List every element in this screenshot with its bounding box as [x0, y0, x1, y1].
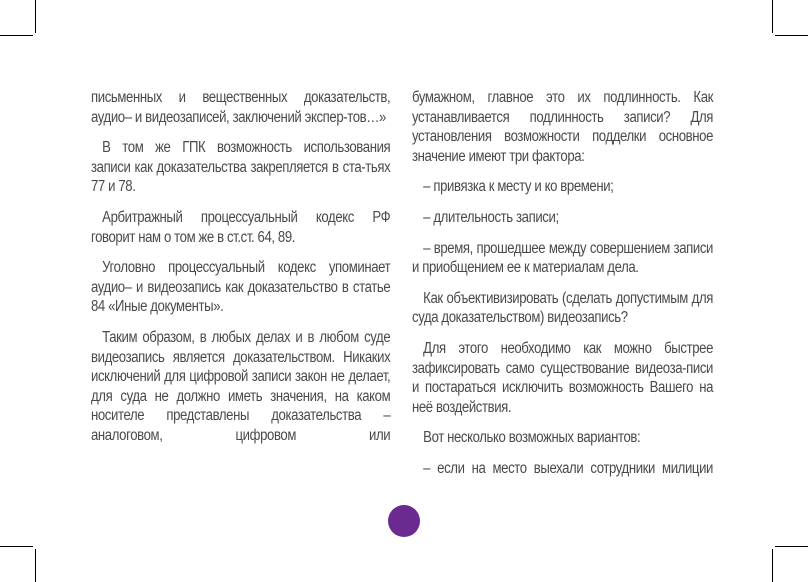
list-item: – время, прошедшее между совершением записи и приобщением ее к материалам дела.	[412, 239, 713, 277]
left-text-column	[91, 88, 390, 457]
crop-mark-top-right-horizontal	[775, 35, 808, 36]
paragraph: письменных и вещественных доказательств, аудио– и видеозаписей, заключений экспер-тов…»	[91, 89, 391, 126]
paragraph: Арбитражный процессуальный кодекс РФ говорит нам о том же в ст.ст. 64, 89.	[91, 208, 391, 246]
crop-mark-bottom-right-horizontal	[775, 546, 808, 547]
crop-mark-top-left-vertical	[35, 0, 36, 33]
crop-mark-bottom-left-horizontal	[0, 546, 33, 547]
paragraph: Вот несколько возможных вариантов:	[423, 429, 641, 447]
page-marker-circle	[388, 505, 420, 537]
list-item: – привязка к месту и ко времени;	[423, 178, 614, 196]
crop-mark-bottom-right-vertical	[772, 549, 773, 582]
list-item: – длительность записи;	[423, 208, 559, 226]
crop-mark-top-right-vertical	[772, 0, 773, 33]
paragraph: В том же ГПК возможность использования записи как доказательства закрепляется в ста-тьях 77 и 78.	[91, 139, 391, 196]
crop-mark-top-left-horizontal	[0, 35, 33, 36]
right-text-column	[412, 88, 713, 490]
paragraph: Таким образом, в любых делах и в любом суде видеозапись является доказательством. Никаких исключений для цифровой записи закон не делает, для суда не должно иметь значения, на каком носителе представлены доказательства – аналоговом, цифровом или	[91, 328, 391, 444]
list-item: – если на место выехали сотрудники милиции	[423, 459, 713, 477]
paragraph: Уголовно процессуальный кодекс упоминает аудио– и видеозапись как доказательство в статье 84 «Иные документы».	[91, 259, 391, 316]
crop-mark-bottom-left-vertical	[35, 549, 36, 582]
paragraph: бумажном, главное это их подлинность. Как устанавливается подлинность записи? Для установления возможности подделки основное значение имеют три фактора:	[412, 89, 713, 165]
paragraph: Для этого необходимо как можно быстрее зафиксировать само существование видеоза-писи и постараться исключить возможность Вашего на неё воздействия.	[412, 339, 713, 416]
paragraph: Как объективизировать (сделать допустимым для суда доказательством) видеозапись?	[412, 289, 713, 327]
